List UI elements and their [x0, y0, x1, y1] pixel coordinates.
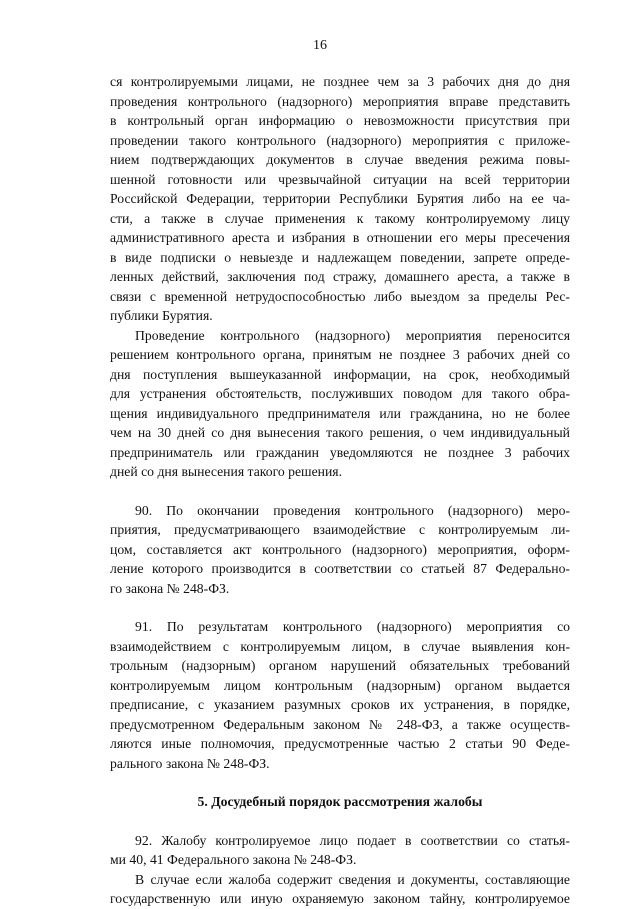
text-line: дней со дня вынесения такого решения.	[110, 464, 343, 479]
text-line: проведении такого контрольного (надзорного) мероприятия с приложе-	[110, 132, 570, 148]
paragraph-secret-info	[110, 870, 570, 909]
text-line: чем на 30 дней со дня вынесения такого решения, о чем индивидуальный	[110, 425, 570, 440]
text-line: Российской Федерации, территории Республики Бурятия либо на ее ча-	[110, 191, 570, 206]
text-line: предписание, с указанием разумных сроков их устранения, в порядке,	[110, 697, 570, 712]
paragraph-91	[110, 617, 570, 773]
text-line: проведения контрольного (надзорного) мероприятия вправе представить	[110, 93, 570, 109]
text-line: предусмотренном Федеральным законом № 248-ФЗ, а также осуществ-	[110, 716, 570, 732]
text-line: ленных действий, заключения под стражу, домашнего ареста, а также в	[110, 269, 570, 284]
section-heading: 5. Досудебный порядок рассмотрения жалобы	[197, 794, 483, 809]
text-line: в виде подписки о невыезде и надлежащем поведении, запрете опреде-	[110, 249, 570, 265]
text-line: ся контролируемыми лицами, не позднее чем за 3 рабочих дня до дня	[110, 74, 570, 89]
text-line: публики Бурятия.	[110, 308, 213, 323]
text-line: нием подтверждающих документов в случае введения режима повы-	[110, 152, 570, 167]
text-line: 92. Жалобу контролируемое лицо подает в соответствии со статья-	[135, 832, 570, 848]
text-line: ляются иные полномочия, предусмотренные частью 2 статьи 90 Феде-	[110, 736, 570, 751]
text-line: дня поступления вышеуказанной информации, на срок, необходимый	[110, 366, 570, 382]
text-line: контролируемым лицом контрольным (надзорным) органом выдается	[110, 677, 570, 693]
paragraph-90	[110, 501, 570, 599]
text-line: связи с временной нетрудоспособностью либо выездом за пределы Рес-	[110, 288, 570, 304]
text-line: государственную или иную охраняемую законом тайну, контролируемое	[110, 891, 570, 906]
text-line: 90. По окончании проведения контрольного (надзорного) меро-	[135, 502, 570, 518]
text-line: щения индивидуального предпринимателя или гражданина, но не более	[110, 405, 570, 421]
text-line: взаимодействием с контролируемым лицом, в случае выявления кон-	[110, 638, 570, 654]
text-line: цом, составляется акт контрольного (надзорного) мероприятия, оформ-	[110, 541, 570, 557]
text-line: 91. По результатам контрольного (надзорного) мероприятия со	[135, 619, 570, 634]
page-number: 16	[313, 38, 327, 53]
text-line: рального закона № 248-ФЗ.	[110, 755, 270, 771]
paragraph-89-cont	[110, 72, 570, 326]
text-line: в контрольный орган информацию о невозможности присутствия при	[110, 113, 570, 128]
text-line: трольным (надзорным) органом нарушений обязательных требований	[110, 658, 570, 673]
text-line: предприниматель или гражданин уведомляются не позднее 3 рабочих	[110, 444, 570, 460]
text-line: сти, а также в случае применения к такому контролируемому лицу	[110, 210, 570, 226]
text-line: решением контрольного органа, принятым не позднее 3 рабочих дней со	[110, 347, 570, 362]
paragraph-postponement	[110, 326, 570, 482]
text-line: го закона № 248-ФЗ.	[110, 580, 230, 596]
text-line: ми 40, 41 Федерального закона № 248-ФЗ.	[110, 852, 357, 867]
text-line: В случае если жалоба содержит сведения и документы, составляющие	[135, 871, 570, 887]
paragraph-92	[110, 831, 570, 870]
text-line: приятия, предусматривающего взаимодействие с контролируемым ли-	[110, 522, 570, 537]
text-line: шенной готовности или чрезвычайной ситуации на всей территории	[110, 171, 570, 187]
document-body	[110, 72, 570, 909]
text-line: Проведение контрольного (надзорного) мероприятия переносится	[135, 327, 570, 343]
text-line: для устранения обстоятельств, послуживших поводом для такого обра-	[110, 386, 570, 401]
text-line: ление которого производится в соответствии со статьей 87 Федерально-	[110, 561, 570, 576]
text-line: административного ареста и избрания в отношении его меры пресечения	[110, 230, 570, 245]
